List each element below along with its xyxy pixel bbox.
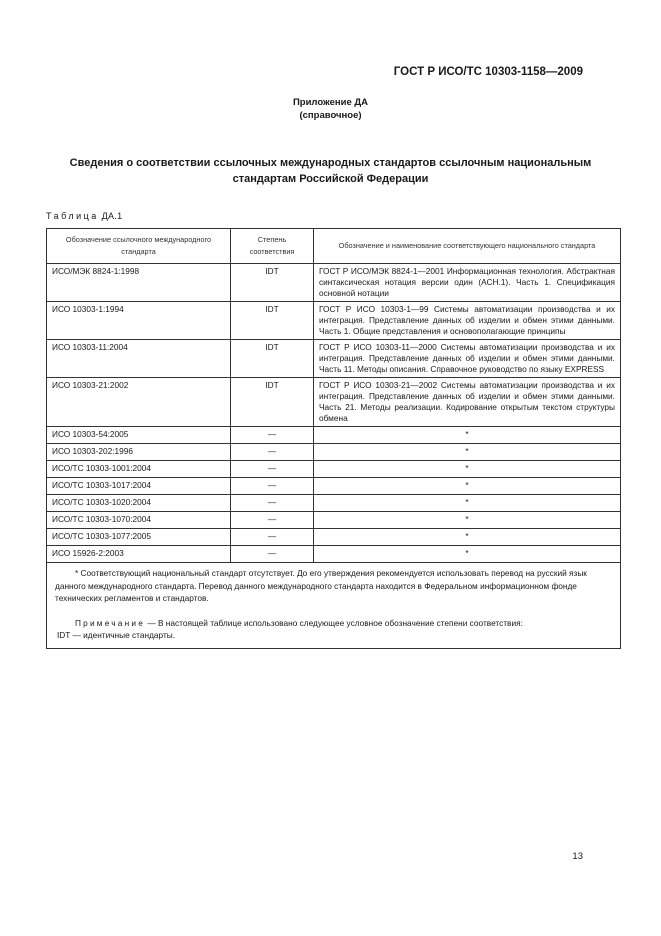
cell-national: * <box>314 427 621 444</box>
appendix-subtitle: (справочное) <box>299 110 362 121</box>
cell-national: * <box>314 495 621 512</box>
cell-national: * <box>314 478 621 495</box>
note-label: Примечание <box>75 617 146 628</box>
cell-degree: IDT <box>231 302 314 340</box>
cell-degree: — <box>231 529 314 546</box>
table-row <box>47 512 621 529</box>
section-title: Сведения о соответствии ссылочных международных стандартов ссылочным национальным стандартам Российской Федерации <box>69 157 592 185</box>
cell-degree: — <box>231 444 314 461</box>
table-row <box>47 302 621 340</box>
note-item: IDT — идентичные стандарты. <box>57 630 176 640</box>
note-text: — В настоящей таблице использовано следующее условное обозначение степени соответствия: <box>147 617 523 628</box>
table-row <box>47 340 621 378</box>
note-paragraph <box>55 617 612 630</box>
cell-national: ГОСТ Р ИСО/МЭК 8824-1—2001 Информационная технология. Абстрактная синтаксическая нотация версии один (АСН.1). Часть 1. Спецификация основной нотации <box>314 264 621 302</box>
cell-national: ГОСТ Р ИСО 10303-11—2000 Системы автоматизации производства и их интеграция. Представление данных об изделии и обмен этими данными. Часть 11. Методы описания. Справочное руководство по языку EXPRESS <box>314 340 621 378</box>
cell-standard: ИСО/МЭК 8824-1:1998 <box>47 264 231 302</box>
table-row <box>47 546 621 563</box>
table-row <box>47 461 621 478</box>
table-header-row <box>47 229 621 264</box>
cell-national: * <box>314 512 621 529</box>
cell-standard: ИСО/ТС 10303-1077:2005 <box>47 529 231 546</box>
header-national-standard: Обозначение и наименование соответствующего национального стандарта <box>314 229 621 264</box>
table-row <box>47 529 621 546</box>
cell-national: ГОСТ Р ИСО 10303-1—99 Системы автоматизации производства и их интеграция. Представление данных об изделии и обмен этими данными. Часть 1. Общие представления и основополагающие принципы <box>314 302 621 340</box>
correspondence-table <box>46 228 621 649</box>
cell-degree: — <box>231 546 314 563</box>
table-footnote-cell <box>47 563 621 649</box>
cell-standard: ИСО/ТС 10303-1017:2004 <box>47 478 231 495</box>
table-row <box>47 378 621 427</box>
cell-degree: IDT <box>231 378 314 427</box>
cell-standard: ИСО 10303-21:2002 <box>47 378 231 427</box>
header-international-standard: Обозначение ссылочного международного стандарта <box>47 229 231 264</box>
document-code: ГОСТ Р ИСО/ТС 10303-1158—2009 <box>393 66 583 78</box>
cell-standard: ИСО/ТС 10303-1070:2004 <box>47 512 231 529</box>
cell-standard: ИСО 10303-11:2004 <box>47 340 231 378</box>
cell-degree: — <box>231 427 314 444</box>
cell-standard: ИСО 10303-1:1994 <box>47 302 231 340</box>
footnote-text: * Соответствующий национальный стандарт отсутствует. До его утверждения рекомендуется использовать перевод на русский язык данного международного стандарта. Перевод данного международного стандарта находится в Федеральном информационном фонде технических регламентов и стандартов. <box>55 568 587 603</box>
cell-degree: — <box>231 478 314 495</box>
page-number: 13 <box>572 851 583 862</box>
cell-national: * <box>314 529 621 546</box>
cell-degree: IDT <box>231 340 314 378</box>
cell-national: * <box>314 461 621 478</box>
appendix-heading <box>0 96 661 122</box>
table-label <box>46 211 122 221</box>
cell-standard: ИСО/ТС 10303-1001:2004 <box>47 461 231 478</box>
table-row <box>47 427 621 444</box>
table-row <box>47 444 621 461</box>
cell-degree: — <box>231 495 314 512</box>
cell-standard: ИСО 10303-54:2005 <box>47 427 231 444</box>
cell-degree: — <box>231 461 314 478</box>
cell-degree: IDT <box>231 264 314 302</box>
table-label-prefix: Таблица <box>46 211 99 221</box>
table-label-number: ДА.1 <box>101 211 123 221</box>
table-row <box>47 478 621 495</box>
header-degree: Степень соответствия <box>231 229 314 264</box>
appendix-title: Приложение ДА <box>292 97 369 108</box>
cell-national: ГОСТ Р ИСО 10303-21—2002 Системы автоматизации производства и их интеграция. Представление данных об изделии и обмен этими данными. Часть 21. Методы реализации. Кодирование открытым текстом структуры обмена <box>314 378 621 427</box>
cell-national: * <box>314 546 621 563</box>
table-row <box>47 495 621 512</box>
cell-standard: ИСО/ТС 10303-1020:2004 <box>47 495 231 512</box>
cell-standard: ИСО 10303-202:1996 <box>47 444 231 461</box>
table-footer-row <box>47 563 621 649</box>
cell-degree: — <box>231 512 314 529</box>
cell-national: * <box>314 444 621 461</box>
table-row <box>47 264 621 302</box>
cell-standard: ИСО 15926-2:2003 <box>47 546 231 563</box>
